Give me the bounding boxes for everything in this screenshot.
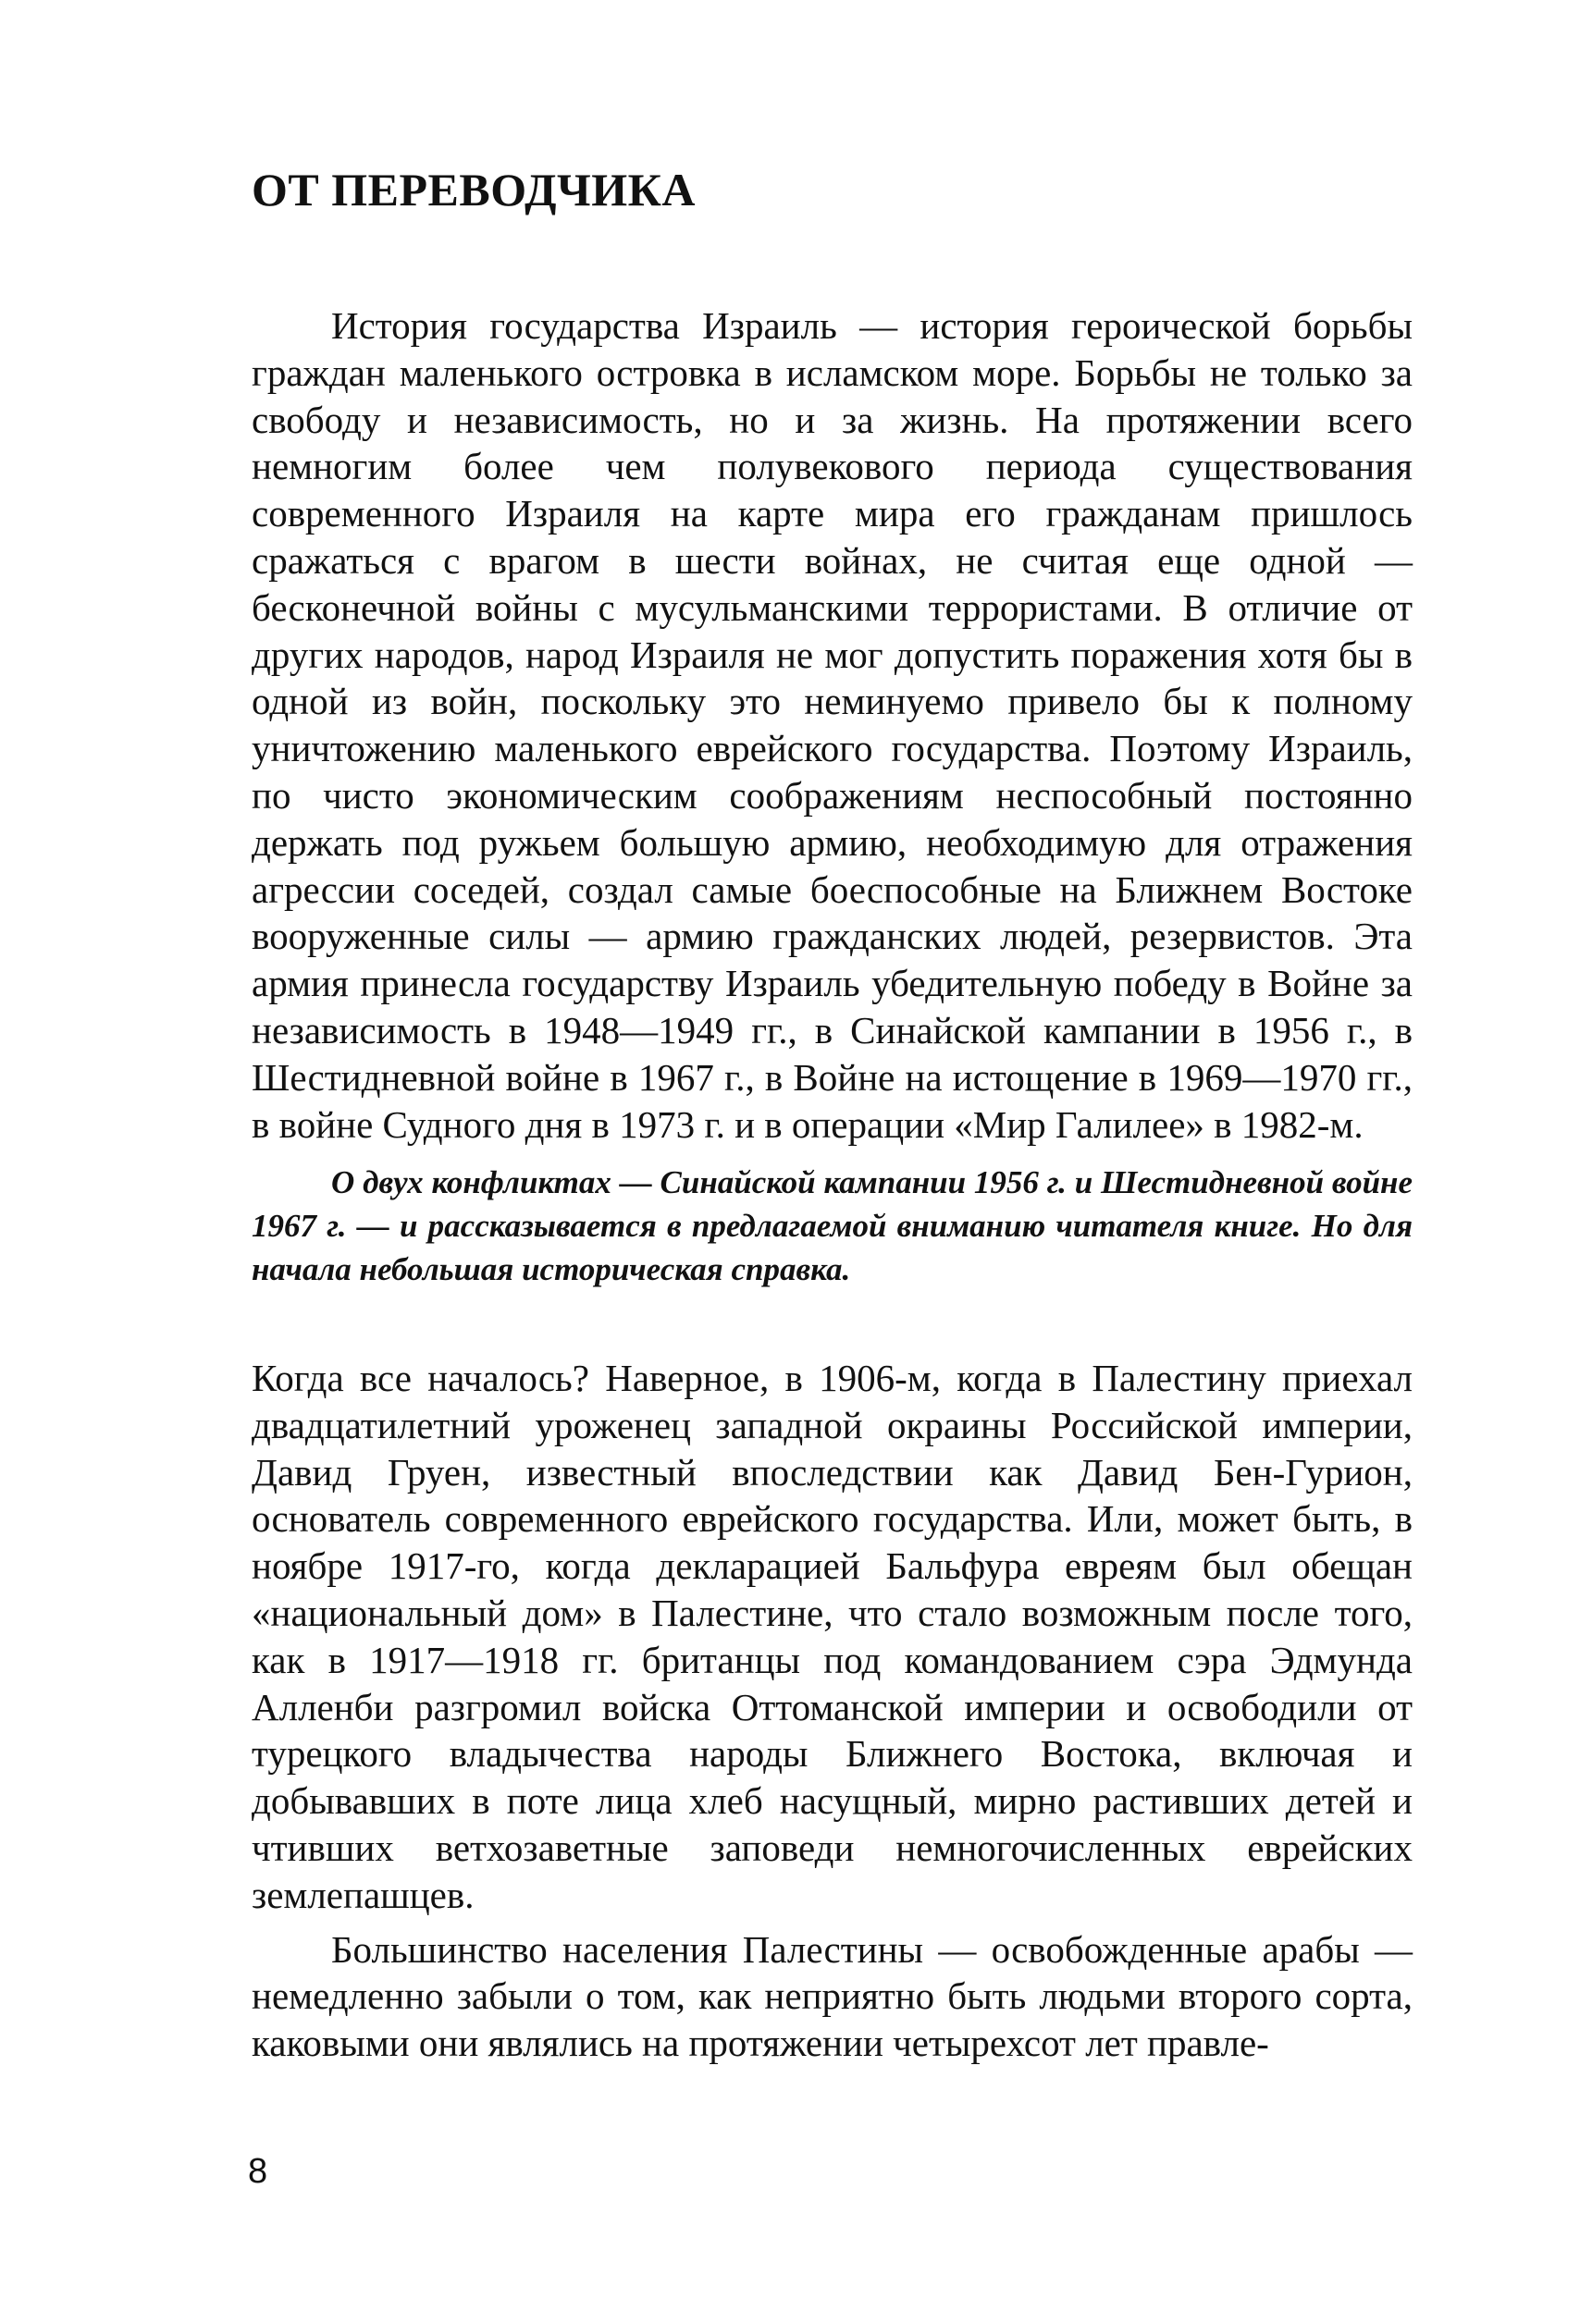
paragraph-history: Когда все началось? Наверное, в 1906-м, когда в Палестину приехал двадцатилетний уроженец западной окраины Российской империи, Давид Груен, известный впоследствии как Давид Бен-Гурион, основатель современного еврейского государства. Или, может быть, в ноябре 1917-го, когда декларацией Бальфура евреям был обещан «национальный дом» в Палестине, что стало возможным после того, как в 1917—1918 гг. британцы под командованием сэра Эдмунда Алленби разгромил войска Оттоманской империи и освободили от турецкого владычества народы Ближнего Востока, включая и добывавших в поте лица хлеб насущный, мирно растивших детей и чтивших ветхозаветные заповеди немногочисленных еврейских землепашцев. bbox=[252, 1357, 1413, 1916]
intro-section bbox=[252, 302, 1413, 1291]
paragraph-intro: История государства Израиль — история героической борьбы граждан маленького островка в исламском море. Борьбы не только за свободу и независимость, но и за жизнь. На протяжении всего немногим более чем полувекового периода существования современного Израиля на карте мира его гражданам пришлось сражаться с врагом в шести войнах, не считая еще одной — бесконечной войны с мусульманскими террористами. В отличие от других народов, народ Израиля не мог допустить поражения хотя бы в одной из войн, поскольку это неминуемо привело бы к полному уничтожению маленького еврейского государства. Поэтому Израиль, по чисто экономическим соображениям неспособный постоянно держать под ружьем большую армию, необходимую для отражения агрессии соседей, создал самые боеспособные на Ближнем Востоке вооруженные силы — армию гражданских людей, резервистов. Эта армия принесла государству Израиль убедительную победу в Войне за независимость в 1948—1949 гг., в Синайской кампании в 1956 г., в Шестидневной войне в 1967 г., в Войне на истощение в 1969—1970 гг., в войне Судного дня в 1973 г. и в операции «Мир Галилее» в 1982-м. bbox=[252, 304, 1413, 1146]
history-section bbox=[252, 1355, 1413, 2067]
chapter-heading: ОТ ПЕРЕВОДЧИКА bbox=[252, 164, 696, 215]
page-number: 8 bbox=[248, 2152, 268, 2191]
paragraph-population: Большинство населения Палестины — освобожденные арабы — немедленно забыли о том, как неприятно быть людьми второго сорта, каковыми они являлись на протяжении четырехсот лет правле- bbox=[252, 1927, 1413, 2065]
paragraph-italic-note: О двух конфликтах — Синайской кампании 1956 г. и Шестидневной войне 1967 г. — и рассказывается в предлагаемой вниманию читателя книге. Но для начала небольшая историческая справка. bbox=[252, 1164, 1413, 1288]
